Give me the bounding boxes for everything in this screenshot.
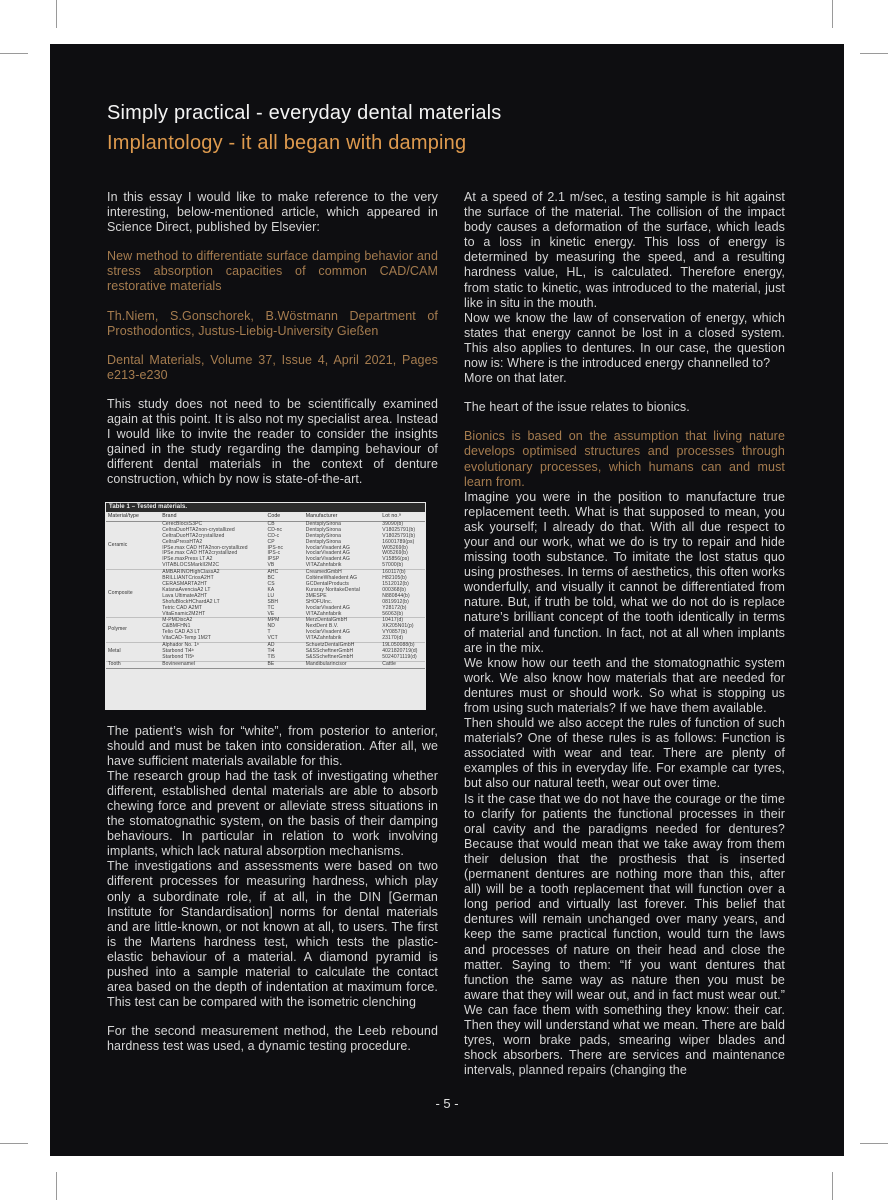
material-type-cell: Polymer xyxy=(106,618,160,643)
table-cell: MerzDentalGmbH xyxy=(304,618,381,624)
table-cell: IvoclarVivadent AG xyxy=(305,629,350,636)
table-cell: Lava UltimateA2HT xyxy=(162,592,208,599)
table-cell: W05269(b) xyxy=(382,550,408,557)
left-column xyxy=(107,190,438,1054)
table-cell: CD-nc xyxy=(267,526,283,533)
table-cell: XK205N01(p) xyxy=(382,623,414,630)
table-cell: VITABLOCSMarkII2M2C xyxy=(162,562,220,569)
paragraph-study: This study does not need to be scientifically examined again at this point. It is also not my specialist area. Instead I would like to invite the reader to consider the insights gained in the study regarding the damping behaviour of different dental materials in the context of denture construction, which by now is state-of-the-art. xyxy=(107,396,438,487)
table-cell: IvoclarVivadent AG xyxy=(305,544,350,551)
table-cell: VITAZahnfabrik xyxy=(305,562,342,569)
crop-mark-bottom-right-h xyxy=(860,1143,888,1144)
table-cell: KA xyxy=(267,586,275,593)
table-cell: CeltraDuoHTA2non-crystallized xyxy=(162,526,235,533)
table-cell: SBH xyxy=(267,598,279,605)
table-cell: ShofuBlockHChardA2 LT xyxy=(162,598,220,605)
right-column xyxy=(464,190,785,1078)
table-cell: BRILLIANTCriosA2HT xyxy=(162,575,214,582)
tested-materials-figure xyxy=(105,502,426,710)
col-header-brand: Brand xyxy=(160,512,265,522)
table-cell: CD-c xyxy=(267,532,280,539)
table-cell: W05269(b) xyxy=(382,544,408,551)
table-cell: Cattle xyxy=(380,661,425,668)
paragraph-research-group: The research group had the task of investigating whether different, established dental materials are able to absorb chewing force and prevent or alleviate stress situations in the stomatognathic system, on the basis of their damping behaviours. In particular in relation to work involving implants, which lack natural absorption mechanisms. xyxy=(107,768,438,859)
table-cell: DentsplySirona xyxy=(305,538,342,545)
table-cell: S&SScheftnerGmbH xyxy=(305,647,354,654)
table-cell: Starbond Ti4ᵇ xyxy=(162,647,194,654)
table-row xyxy=(106,661,425,668)
table-cell: AD xyxy=(265,643,303,649)
table-cell: N880844(b) xyxy=(382,592,410,599)
table-cell: VitaEnamic2M2HT xyxy=(162,610,206,617)
table-cell: 57000(b) xyxy=(382,562,404,569)
table-cell: TI5 xyxy=(267,653,276,660)
table-cell: IvoclarVivadent AG xyxy=(305,556,350,563)
table-cell: VE xyxy=(267,610,275,617)
table-cell: CS xyxy=(267,580,275,587)
table-cell: CP xyxy=(267,538,275,545)
table-cell: 23170(d) xyxy=(382,635,404,642)
crop-mark-bottom-left-v xyxy=(56,1172,57,1200)
material-type-cell: Composite xyxy=(106,570,160,618)
table-cell: Ti4 xyxy=(267,647,275,654)
table-cell: AHC xyxy=(265,570,303,576)
paragraph-we-know: We know how our teeth and the stomatognathic system work. We also know how materials that are needed for dentures must or should work. So what is stopping us from using such materials? If we have them available. xyxy=(464,655,785,715)
table-header-row xyxy=(106,512,425,522)
table-cell: SHOFUInc. xyxy=(305,598,333,605)
table-cell: IvoclarVivadent AG xyxy=(305,550,350,557)
table-cell: CreamedGmbH xyxy=(304,570,381,576)
magazine-page xyxy=(50,44,844,1156)
table-cell: BE xyxy=(265,661,303,668)
table-cell: Alphador No. 1ᵇ xyxy=(160,643,265,649)
table-cell: CerecBlocsS3PC xyxy=(162,520,203,527)
paragraph-conservation: Now we know the law of conservation of energy, which states that energy cannot be lost in a closed system. This also applies to dentures. In our case, the question now is: Where is the introduced energy channelled to? xyxy=(464,310,785,371)
table-cell: VCT xyxy=(267,635,278,642)
col-header-material-type: Material/type xyxy=(106,512,160,522)
reference-title: New method to differentiate surface damping behavior and stress absorption capacities of common CAD/CAM restorative materials xyxy=(107,249,438,294)
table-cell: Kuraray NoritakeDental xyxy=(305,586,360,593)
table-cell: 160117(b) xyxy=(380,570,425,576)
page-title: Simply practical - everyday dental materials xyxy=(107,102,502,124)
table-cell: DentsplySirona xyxy=(305,520,342,527)
crop-mark-top-left-v xyxy=(56,0,57,28)
table-cell: DentsplySirona xyxy=(305,526,342,533)
page-number: - 5 - xyxy=(435,1096,459,1111)
table-cell: VY0857(b) xyxy=(382,629,408,636)
paragraph-bionics: Bionics is based on the assumption that living nature develops optimised structures and processes through evolutionary processes, which humans can and must learn from. xyxy=(464,429,785,489)
table-cell: VitaCAD-Temp 1M2T xyxy=(162,635,212,642)
table-cell: CB xyxy=(267,520,275,527)
table-cell: V18025791(b) xyxy=(382,526,416,533)
paragraph-courage: Is it the case that we do not have the courage or the time to clarify for patients the functional processes in their oral cavity and the paradigms needed for dentures? Because that would mean that we take away from them their delusion that the prosthesis that is inserted (permanent dentures are nothing more than this, after all) will be a tooth replacement that will function over a long period and virtually last forever. This belief that dentures will remain unchanged over many years, and keep the same practical function, would turn the laws and processes of nature on their head and close the matter. Saying to them: “If you want dentures that function the same way as nature then you must be aware that they will wear out, and in fact must wear out.” We can face them with something they know: their car. Then they will understand what we mean. There are bald tyres, worn brake pads, smearing wiper blades and shock absorbers. There are services and maintenance intervals, planned repairs (changing the xyxy=(464,791,785,1078)
crop-mark-bottom-right-v xyxy=(832,1172,833,1200)
table-cell: IPSe.maxPress LT A2 xyxy=(162,556,213,563)
table-cell: IPS-nc xyxy=(267,544,284,551)
reference-journal: Dental Materials, Volume 37, Issue 4, April 2021, Pages e213-e230 xyxy=(107,352,438,382)
table-cell: S&SScheftnerGmbH xyxy=(305,653,354,660)
table-caption: Table 1 – Tested materials. xyxy=(106,503,425,512)
table-cell: NextDent B.V. xyxy=(305,623,339,630)
table-cell: H82105(b) xyxy=(382,575,407,582)
table-cell: C&BMFHN1 xyxy=(162,623,191,630)
table-cell: 000368(b) xyxy=(382,586,406,593)
table-cell: TC xyxy=(267,604,275,611)
table-cell: Starbond TI5ᵇ xyxy=(162,653,195,660)
table-cell: AMBARINOHighClassA2 xyxy=(160,570,265,576)
table-cell: M-PMDiscA2 xyxy=(160,618,265,624)
table-cell: BC xyxy=(267,575,275,582)
table-cell: 4021820719(d) xyxy=(382,647,418,654)
table-cell: VB xyxy=(267,562,275,569)
table-cell: CeltraPressHTA2 xyxy=(162,538,203,545)
table-cell: IPSe.max CAD HTA2crystallized xyxy=(162,550,238,557)
table-cell: CeltraDuoHTA2crystallized xyxy=(162,532,225,539)
materials-table-body xyxy=(106,521,425,668)
material-type-cell: Metal xyxy=(106,643,160,662)
table-cell: T xyxy=(267,629,271,636)
paragraph-intro: In this essay I would like to make reference to the very interesting, below-mentioned article, which appeared in Science Direct, published by Elsevier: xyxy=(107,190,438,235)
col-header-code: Code xyxy=(265,512,303,522)
table-cell: 0819912(b) xyxy=(382,598,409,605)
paragraph-patient-wish: The patient’s wish for “white”, from posterior to anterior, should and must be taken into consideration. After all, we have sufficient materials available for this. xyxy=(107,723,438,768)
table-cell: DentsplySirona xyxy=(305,532,342,539)
table-cell: VITAZahnfabrik xyxy=(305,610,342,617)
table-cell: LU xyxy=(267,592,275,599)
reference-authors: Th.Niem, S.Gonschorek, B.Wöstmann Department of Prosthodontics, Justus-Liebig-University Gießen xyxy=(107,308,438,338)
table-cell: Tetric CAD A2MT xyxy=(162,604,203,611)
paragraph-rules: Then should we also accept the rules of function of such materials? One of these rules is as follows: Function is associated with wear and tear. There are plenty of examples of this in everyday life. For example car tyres, but also our natural teeth, wear out over time. xyxy=(464,716,785,791)
table-cell: 5024071119(d) xyxy=(382,653,417,660)
table-cell: Mandibularincisor xyxy=(304,661,381,668)
table-cell: Y28172(b) xyxy=(382,604,407,611)
table-cell: 10417(d) xyxy=(380,618,425,624)
table-cell: IvoclarVivadent AG xyxy=(305,604,350,611)
paragraph-investigations: The investigations and assessments were based on two different processes for measuring hardness, which play only a subordinate role, if at all, in the DIN [German Institute for Standardisation] norms for dental materials and are little-known, or not known at all, to users. The first is the Martens hardness test, which tests the plastic-elastic behaviour of a material. A diamond pyramid is pushed into a sample material to calculate the contact area based on the depth of indentation at maximum force. This test can be compared with the isometric clenching xyxy=(107,859,438,1010)
table-cell: CERASMARTA2HT xyxy=(162,580,208,587)
crop-mark-top-right-h xyxy=(860,53,888,54)
col-header-lot-no: Lot no.ᵃ xyxy=(380,512,425,522)
table-cell: V15856(ps) xyxy=(382,556,410,563)
paragraph-more-later: More on that later. xyxy=(464,371,567,386)
materials-table xyxy=(106,512,425,669)
table-cell: KatanaAvenciaA2 LT xyxy=(162,586,211,593)
paragraph-heart-bionics: The heart of the issue relates to bionics. xyxy=(464,400,690,415)
table-cell: 3MESPE xyxy=(305,592,327,599)
material-type-cell: Tooth xyxy=(106,661,160,668)
table-cell: ColtèneWhaledent AG xyxy=(305,575,358,582)
table-cell: IPS-c xyxy=(267,550,281,557)
table-cell: 56063(b) xyxy=(382,610,404,617)
table-cell: Telio CAD A3 LT xyxy=(162,629,201,636)
table-cell: MPM xyxy=(265,618,303,624)
table-cell: GCDentalProducts xyxy=(305,580,350,587)
table-cell: IPSP xyxy=(267,556,280,563)
crop-mark-bottom-left-h xyxy=(0,1143,28,1144)
paragraph-second-method: For the second measurement method, the Leeb rebound hardness test was used, a dynamic testing procedure. xyxy=(107,1024,438,1054)
table-cell: 19L050088(b) xyxy=(380,643,425,649)
table-cell: SchuetzDentalGmbH xyxy=(304,643,381,649)
material-type-cell: Ceramic xyxy=(108,541,128,548)
paragraph-speed: At a speed of 2.1 m/sec, a testing sample is hit against the surface of the material. The collision of the impact body causes a deformation of the surface, which leads to a loss in kinetic energy. This loss of energy is determined by measuring the speed, and a resulting hardness value, HL, is calculated. Therefore energy, from static to kinetic, was introduced to the material, just like in situ in the mouth. xyxy=(464,190,785,310)
table-cell: IPSe.max CAD HTA2non-crystallized xyxy=(162,544,248,551)
table-cell: VITAZahnfabrik xyxy=(305,635,342,642)
table-cell: ND xyxy=(267,623,275,630)
paragraph-imagine: Imagine you were in the position to manufacture true replacement teeth. What is that supposed to mean, you ask yourself; I already do that. With all due respect to your and our work, what we do is try to repair and hide missing tooth substance. To imitate the lost status quo using prostheses. In terms of aesthetics, this often works wonderfully, and visually it cannot be differentiated from nature. But, if truth be told, what we do not do is replace nature’s brilliant concept of the tooth identically in terms of material and function. In fact, not at all when implants are in the mix. xyxy=(464,489,785,655)
page-subtitle: Implantology - it all began with damping xyxy=(107,132,467,154)
table-cell: 39090(b) xyxy=(382,520,404,527)
crop-mark-top-right-v xyxy=(832,0,833,28)
table-cell: 1512012(b) xyxy=(382,580,409,587)
table-cell: V18025791(b) xyxy=(382,532,416,539)
crop-mark-top-left-h xyxy=(0,53,28,54)
col-header-manufacturer: Manufacturer xyxy=(304,512,381,522)
table-cell: Bovineenamel xyxy=(160,661,265,668)
table-cell: 16001789(ps) xyxy=(382,538,415,545)
